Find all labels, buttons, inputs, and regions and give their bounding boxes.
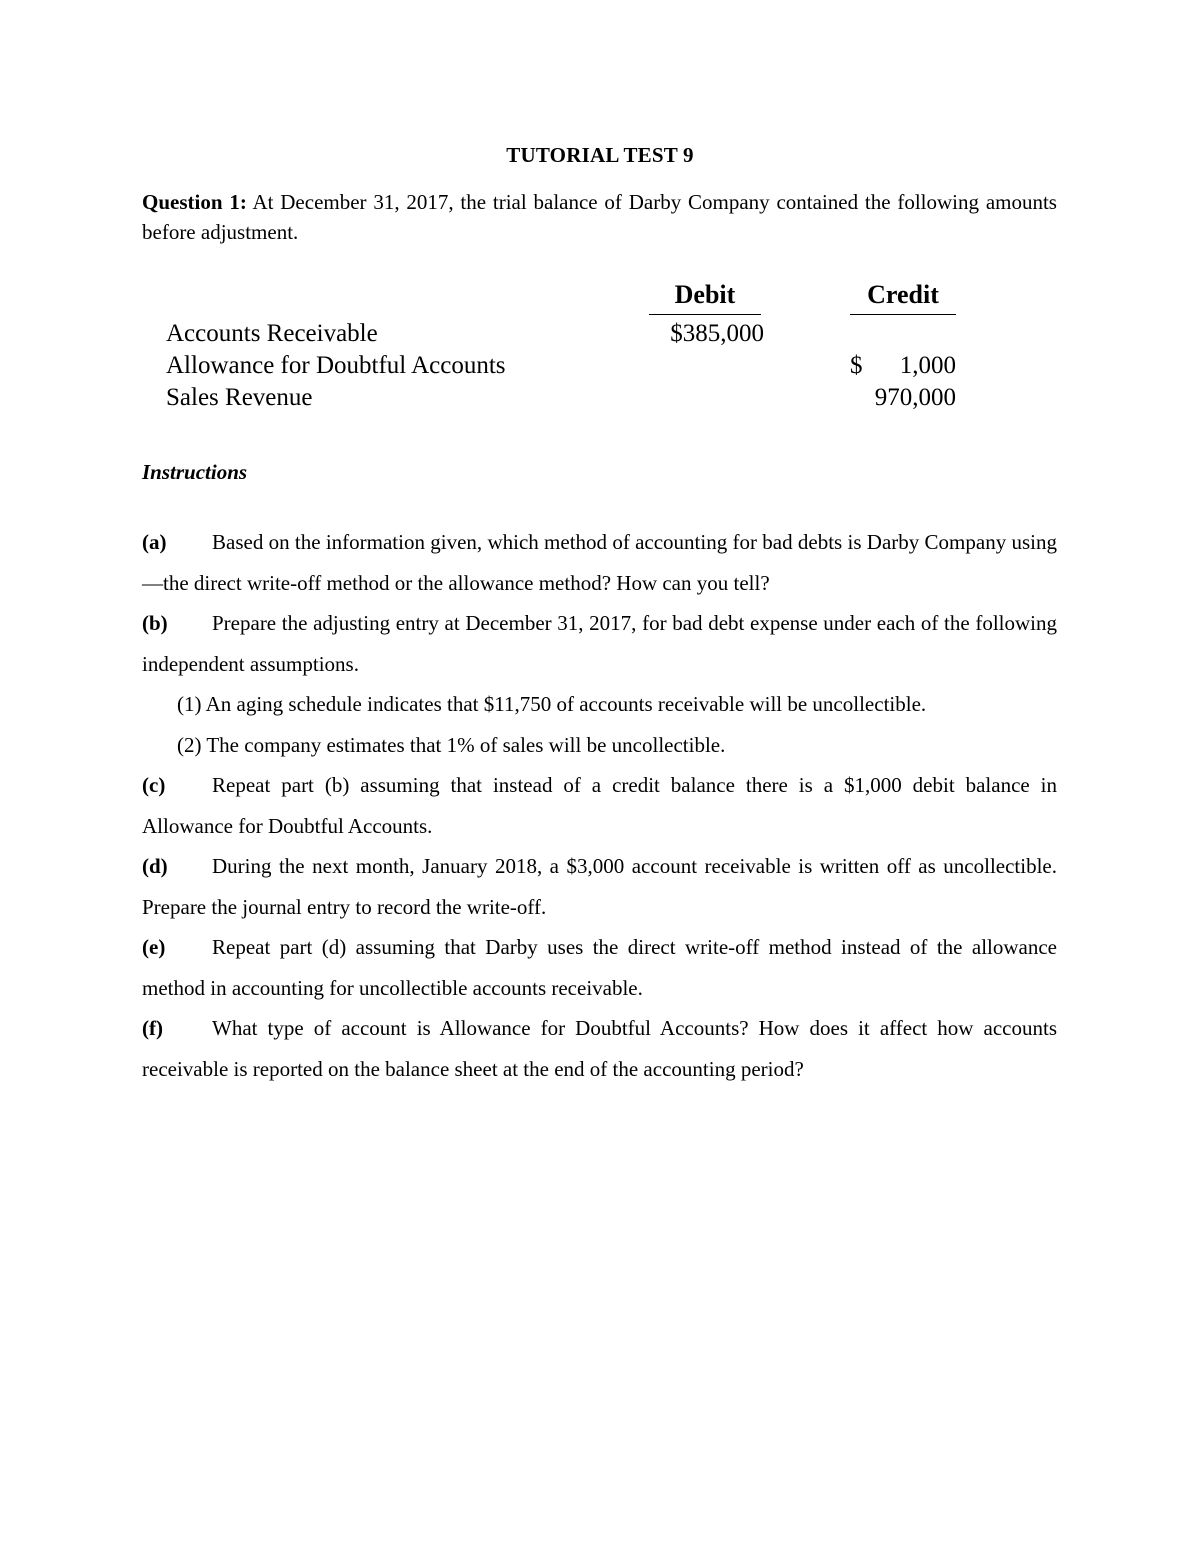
list-item	[142, 522, 1057, 603]
credit-amount: 1,000	[899, 352, 956, 379]
account-name: Allowance for Doubtful Accounts	[166, 352, 506, 379]
item-label: (c)	[142, 773, 166, 797]
item-text: Based on the information given, which method of accounting for bad debts is Darby Company using—the direct write-off method or the allowance method? How can you tell?	[142, 530, 1057, 595]
item-label: (a)	[142, 530, 167, 554]
item-label: (d)	[142, 854, 168, 878]
item-label: (f)	[142, 1016, 163, 1040]
question-intro	[142, 187, 1057, 247]
item-text: Repeat part (d) assuming that Darby uses the direct write-off method instead of the allowance method in accounting for uncollectible accounts receivable.	[142, 935, 1057, 1000]
item-label: (b)	[142, 611, 168, 635]
debit-header: Debit	[649, 280, 761, 315]
instructions-heading: Instructions	[142, 460, 248, 484]
account-name: Accounts Receivable	[166, 320, 378, 347]
page-title: TUTORIAL TEST 9	[506, 143, 694, 167]
credit-amount: 970,000	[874, 384, 956, 411]
trial-balance-table	[166, 280, 966, 420]
credit-currency: $	[850, 352, 863, 379]
sub-item: (1) An aging schedule indicates that $11,750 of accounts receivable will be uncollectible.	[177, 692, 927, 716]
instructions-list	[142, 522, 1057, 1089]
item-text: Repeat part (b) assuming that instead of a credit balance there is a $1,000 debit balance in Allowance for Doubtful Accounts.	[142, 773, 1057, 838]
list-item	[142, 603, 1057, 684]
item-text: What type of account is Allowance for Doubtful Accounts? How does it affect how accounts receivable is reported on the balance sheet at the end of the accounting period?	[142, 1016, 1057, 1081]
list-item	[142, 1008, 1057, 1089]
table-row	[166, 384, 966, 416]
debit-amount: $385,000	[670, 320, 764, 347]
table-row	[166, 320, 966, 352]
item-text: During the next month, January 2018, a $3,000 account receivable is written off as uncollectible. Prepare the journal entry to record the write-off.	[142, 854, 1057, 919]
list-item	[142, 846, 1057, 927]
item-text: Prepare the adjusting entry at December 31, 2017, for bad debt expense under each of the following independent assumptions.	[142, 611, 1057, 676]
sub-item: (2) The company estimates that 1% of sales will be uncollectible.	[177, 732, 726, 757]
list-item	[142, 927, 1057, 1008]
table-row	[166, 352, 966, 384]
credit-header: Credit	[850, 280, 956, 315]
question-label: Question 1:	[142, 190, 247, 214]
list-item	[142, 765, 1057, 846]
account-name: Sales Revenue	[166, 384, 313, 411]
item-label: (e)	[142, 935, 166, 959]
question-text: At December 31, 2017, the trial balance of Darby Company contained the following amounts before adjustment.	[142, 190, 1057, 244]
